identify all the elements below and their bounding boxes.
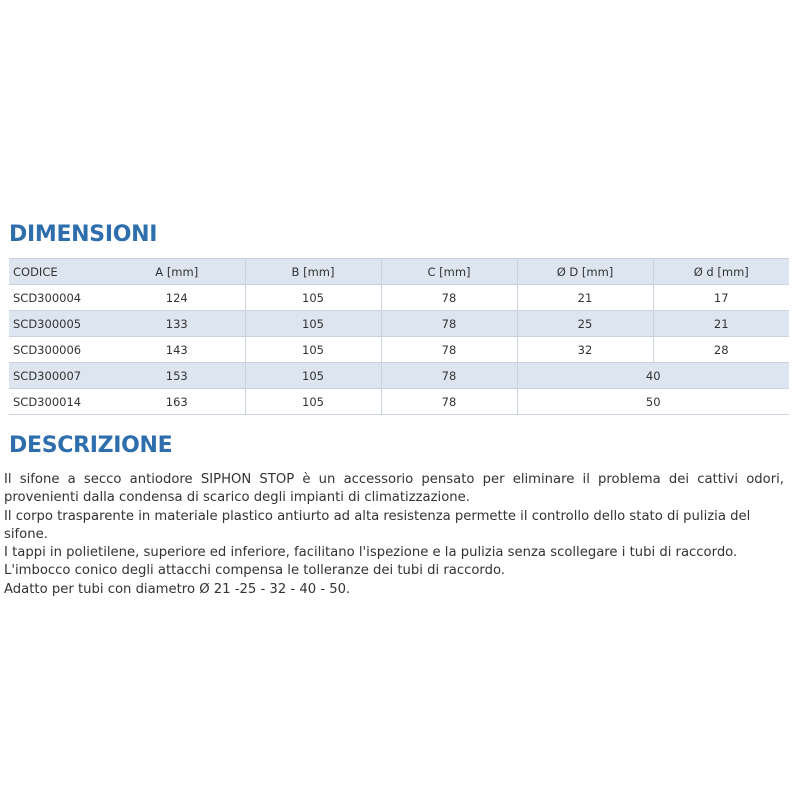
cell-b: 105 — [245, 337, 381, 363]
cell-diameter-d: 25 — [517, 311, 653, 337]
cell-codice: SCD300006 — [9, 337, 109, 363]
cell-c: 78 — [381, 337, 517, 363]
cell-c: 78 — [381, 389, 517, 415]
cell-diameter-d: 21 — [517, 285, 653, 311]
description-text — [4, 471, 784, 599]
header-codice: CODICE — [9, 259, 109, 285]
cell-b: 105 — [245, 285, 381, 311]
cell-diameter-d: 32 — [517, 337, 653, 363]
cell-diameter-d-small: 28 — [653, 337, 789, 363]
table-row — [9, 363, 789, 389]
cell-c: 78 — [381, 285, 517, 311]
cell-diameter-merged: 50 — [517, 389, 789, 415]
cell-codice: SCD300004 — [9, 285, 109, 311]
cell-diameter-d-small: 21 — [653, 311, 789, 337]
table-header-row — [9, 259, 789, 285]
cell-c: 78 — [381, 311, 517, 337]
cell-a: 133 — [109, 311, 245, 337]
cell-b: 105 — [245, 311, 381, 337]
cell-b: 105 — [245, 389, 381, 415]
description-paragraph: L'imbocco conico degli attacchi compensa le tolleranze dei tubi di raccordo. — [4, 563, 506, 579]
cell-a: 124 — [109, 285, 245, 311]
header-a: A [mm] — [109, 259, 245, 285]
table-row — [9, 311, 789, 337]
cell-diameter-merged: 40 — [517, 363, 789, 389]
cell-a: 143 — [109, 337, 245, 363]
cell-b: 105 — [245, 363, 381, 389]
cell-a: 153 — [109, 363, 245, 389]
cell-c: 78 — [381, 363, 517, 389]
header-diameter-d: Ø D [mm] — [517, 259, 653, 285]
header-diameter-d-small: Ø d [mm] — [653, 259, 789, 285]
header-c: C [mm] — [381, 259, 517, 285]
cell-codice: SCD300014 — [9, 389, 109, 415]
description-paragraph: Il sifone a secco antiodore SIPHON STOP è un accessorio pensato per eliminare il problema dei cattivi odori, provenienti dalla condensa di scarico degli impianti di climatizzazione. — [4, 472, 784, 506]
table-row — [9, 285, 789, 311]
description-paragraph: Il corpo trasparente in materiale plastico antiurto ad alta resistenza permette il controllo dello stato di pulizia del sifone. — [4, 508, 751, 542]
table-row — [9, 337, 789, 363]
cell-codice: SCD300005 — [9, 311, 109, 337]
header-b: B [mm] — [245, 259, 381, 285]
dimensioni-title: DIMENSIONI — [9, 222, 158, 247]
table-row — [9, 389, 789, 415]
description-paragraph: Adatto per tubi con diametro Ø 21 -25 - 32 - 40 - 50. — [4, 581, 351, 597]
description-paragraph: I tappi in polietilene, superiore ed inferiore, facilitano l'ispezione e la pulizia senza scollegare i tubi di raccordo. — [4, 545, 738, 561]
descrizione-title: DESCRIZIONE — [9, 433, 173, 458]
cell-codice: SCD300007 — [9, 363, 109, 389]
cell-a: 163 — [109, 389, 245, 415]
cell-diameter-d-small: 17 — [653, 285, 789, 311]
dimensions-table — [9, 258, 789, 415]
